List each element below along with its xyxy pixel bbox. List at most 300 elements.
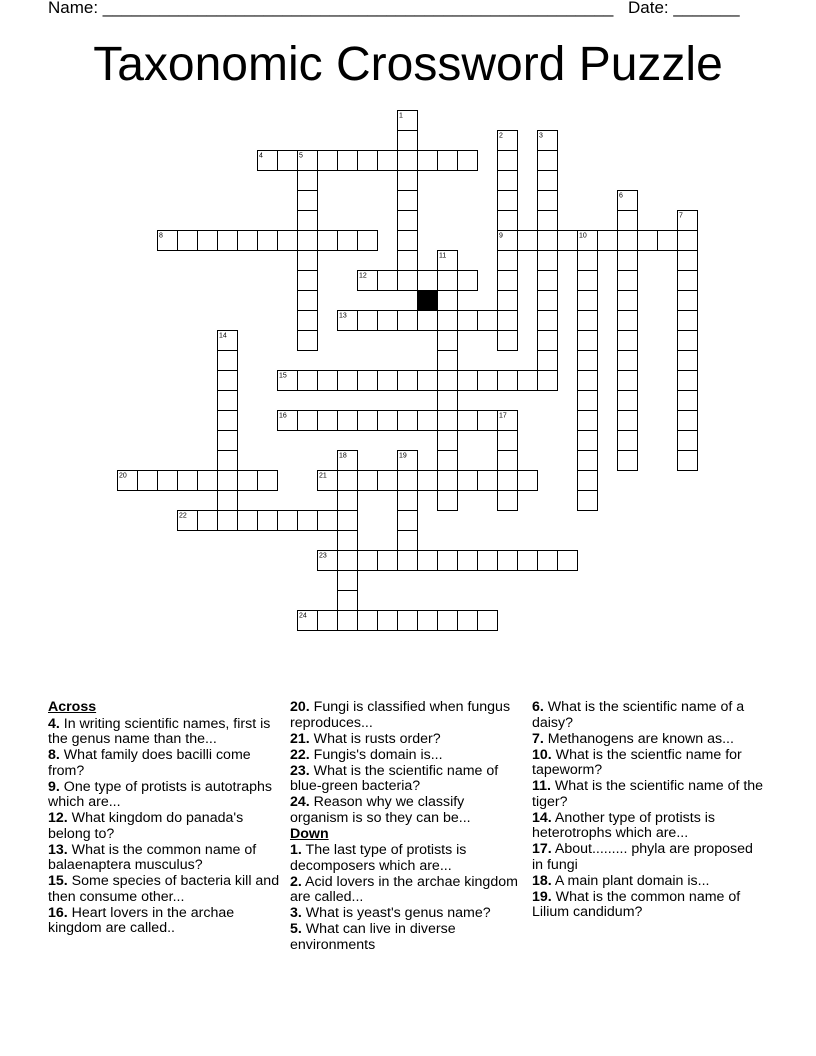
grid-cell[interactable]: [438, 491, 458, 511]
grid-cell[interactable]: [358, 311, 378, 331]
grid-cell[interactable]: [138, 471, 158, 491]
clue-item: [290, 700, 522, 731]
grid-cell[interactable]: [358, 231, 378, 251]
grid-cell[interactable]: [498, 251, 518, 271]
grid-cell[interactable]: [458, 151, 478, 171]
grid-cell[interactable]: [338, 411, 358, 431]
grid-cell[interactable]: [398, 451, 418, 471]
grid-cell[interactable]: [658, 231, 678, 251]
grid-cell[interactable]: [278, 151, 298, 171]
grid-cell[interactable]: [198, 471, 218, 491]
grid-cell[interactable]: [298, 151, 318, 171]
grid-cell[interactable]: [558, 551, 578, 571]
grid-cell[interactable]: [498, 431, 518, 451]
grid-cell[interactable]: [678, 451, 698, 471]
clue-item: [290, 875, 522, 906]
grid-cell[interactable]: [438, 471, 458, 491]
page-title: Taxonomic Crossword Puzzle: [93, 38, 723, 91]
grid-cell[interactable]: [338, 571, 358, 591]
grid-cell[interactable]: [438, 391, 458, 411]
grid-cell[interactable]: [438, 291, 458, 311]
grid-cell[interactable]: [378, 271, 398, 291]
grid-cell[interactable]: [378, 311, 398, 331]
clue-text: The last type of protists is decomposers which are...: [290, 842, 467, 874]
grid-cell[interactable]: [298, 211, 318, 231]
grid-cell[interactable]: [298, 251, 318, 271]
grid-cell[interactable]: [598, 231, 618, 251]
grid-cell[interactable]: [518, 231, 538, 251]
grid-cell[interactable]: [418, 611, 438, 631]
grid-cell[interactable]: [358, 611, 378, 631]
grid-cell[interactable]: [218, 431, 238, 451]
clue-item: [48, 717, 280, 748]
grid-cell[interactable]: [318, 151, 338, 171]
grid-cell[interactable]: [478, 371, 498, 391]
cell-number: 23: [319, 552, 327, 560]
grid-cell[interactable]: [618, 391, 638, 411]
clue-number: 9.: [48, 778, 60, 795]
grid-cell[interactable]: [458, 311, 478, 331]
grid-cell[interactable]: [418, 311, 438, 331]
grid-cell[interactable]: [378, 611, 398, 631]
grid-cell[interactable]: [318, 511, 338, 531]
grid-cell[interactable]: [498, 191, 518, 211]
grid-cell[interactable]: [178, 471, 198, 491]
grid-cell[interactable]: [118, 471, 138, 491]
grid-cell[interactable]: [498, 211, 518, 231]
cell-number: 1: [399, 112, 403, 120]
grid-cell[interactable]: [398, 611, 418, 631]
clue-item: [48, 843, 280, 874]
grid-cell[interactable]: [378, 371, 398, 391]
grid-cell[interactable]: [438, 351, 458, 371]
grid-cell[interactable]: [238, 471, 258, 491]
clue-number: 2.: [290, 873, 302, 890]
grid-cell[interactable]: [498, 411, 518, 431]
grid-cell[interactable]: [398, 191, 418, 211]
grid-cell[interactable]: [518, 471, 538, 491]
grid-cell[interactable]: [498, 311, 518, 331]
clue-item: [290, 732, 522, 748]
grid-cell[interactable]: [678, 371, 698, 391]
grid-cell[interactable]: [478, 311, 498, 331]
grid-cell[interactable]: [538, 191, 558, 211]
grid-cell[interactable]: [398, 251, 418, 271]
grid-cell[interactable]: [338, 311, 358, 331]
clue-item: [48, 780, 280, 811]
grid-cell[interactable]: [398, 211, 418, 231]
grid-cell[interactable]: [678, 251, 698, 271]
clue-column-1: [48, 700, 280, 937]
grid-cell[interactable]: [558, 231, 578, 251]
grid-cell[interactable]: [498, 551, 518, 571]
grid-cell[interactable]: [498, 331, 518, 351]
grid-cell[interactable]: [458, 551, 478, 571]
grid-cell[interactable]: [578, 351, 598, 371]
grid-cell[interactable]: [158, 471, 178, 491]
grid-cell[interactable]: [538, 291, 558, 311]
clue-number: 15.: [48, 873, 68, 889]
grid-cell[interactable]: [338, 371, 358, 391]
grid-cell[interactable]: [438, 451, 458, 471]
grid-cell[interactable]: [678, 211, 698, 231]
clue-text: What is the scientfic name for tapeworm?: [532, 746, 742, 778]
cell-number: 10: [579, 232, 587, 240]
grid-cell[interactable]: [458, 271, 478, 291]
grid-cell[interactable]: [298, 611, 318, 631]
grid-cell[interactable]: [618, 311, 638, 331]
grid-cell[interactable]: [338, 451, 358, 471]
clue-number: 7.: [532, 730, 544, 747]
grid-cell[interactable]: [398, 171, 418, 191]
grid-cell[interactable]: [458, 371, 478, 391]
grid-cell[interactable]: [578, 271, 598, 291]
clue-number: 22.: [290, 746, 310, 763]
grid-cell[interactable]: [378, 471, 398, 491]
grid-cell[interactable]: [498, 471, 518, 491]
cell-number: 18: [339, 452, 347, 460]
grid-cell[interactable]: [298, 311, 318, 331]
clue-number: 6.: [532, 699, 544, 715]
grid-cell[interactable]: [238, 231, 258, 251]
grid-cell[interactable]: [398, 271, 418, 291]
clue-item: [532, 890, 764, 921]
grid-cell[interactable]: [338, 231, 358, 251]
grid-cell[interactable]: [678, 331, 698, 351]
clue-number: 23.: [290, 762, 310, 779]
grid-cell[interactable]: [678, 311, 698, 331]
grid-cell[interactable]: [518, 551, 538, 571]
grid-cell[interactable]: [198, 231, 218, 251]
grid-cell[interactable]: [378, 411, 398, 431]
grid-cell[interactable]: [678, 291, 698, 311]
grid-cell[interactable]: [318, 371, 338, 391]
grid-cell[interactable]: [538, 551, 558, 571]
grid-cell[interactable]: [398, 371, 418, 391]
grid-cell[interactable]: [518, 371, 538, 391]
clue-number: 24.: [290, 794, 310, 810]
grid-cell[interactable]: [678, 231, 698, 251]
clue-item: [532, 874, 764, 890]
grid-cell[interactable]: [638, 231, 658, 251]
grid-cell[interactable]: [378, 551, 398, 571]
clue-number: 1.: [290, 842, 302, 858]
header: [48, 0, 748, 20]
grid-cell[interactable]: [278, 231, 298, 251]
grid-cell[interactable]: [318, 471, 338, 491]
grid-cell[interactable]: [438, 611, 458, 631]
grid-cell[interactable]: [618, 271, 638, 291]
grid-cell[interactable]: [538, 151, 558, 171]
grid-cell[interactable]: [418, 471, 438, 491]
grid-cell[interactable]: [578, 331, 598, 351]
grid-cell[interactable]: [618, 231, 638, 251]
clue-text: Fungi is classified when fungus reproduces...: [290, 699, 511, 731]
clue-item: [290, 922, 522, 953]
grid-cell[interactable]: [618, 431, 638, 451]
grid-cell[interactable]: [618, 211, 638, 231]
grid-cell[interactable]: [578, 471, 598, 491]
grid-cell[interactable]: [578, 411, 598, 431]
grid-cell[interactable]: [358, 551, 378, 571]
grid-cell[interactable]: [418, 371, 438, 391]
clue-text: Some species of bacteria kill and then consume other...: [48, 873, 280, 905]
grid-cell[interactable]: [438, 331, 458, 351]
clue-number: 8.: [48, 747, 60, 763]
grid-cell[interactable]: [218, 471, 238, 491]
grid-cell[interactable]: [618, 191, 638, 211]
clue-number: 14.: [532, 809, 552, 826]
grid-cell[interactable]: [258, 471, 278, 491]
grid-cell[interactable]: [538, 171, 558, 191]
grid-cell[interactable]: [578, 431, 598, 451]
cell-number: 16: [279, 412, 287, 420]
grid-cell[interactable]: [498, 291, 518, 311]
clue-item: [532, 732, 764, 748]
grid-cell[interactable]: [578, 251, 598, 271]
grid-cell[interactable]: [458, 611, 478, 631]
grid-cell[interactable]: [578, 231, 598, 251]
grid-cell[interactable]: [338, 531, 358, 551]
grid-cell[interactable]: [358, 471, 378, 491]
grid-cell[interactable]: [398, 551, 418, 571]
grid-cell[interactable]: [218, 451, 238, 471]
grid-cell[interactable]: [178, 231, 198, 251]
clue-text: What is the scientific name of the tiger?: [532, 778, 764, 810]
clue-number: 11.: [532, 778, 551, 794]
grid-cell[interactable]: [538, 371, 558, 391]
grid-cell[interactable]: [678, 411, 698, 431]
grid-cell[interactable]: [398, 411, 418, 431]
grid-cell[interactable]: [278, 371, 298, 391]
grid-cell[interactable]: [678, 351, 698, 371]
clue-number: 21.: [290, 730, 310, 747]
clue-text: What is the scientific name of a daisy?: [532, 699, 745, 731]
grid-cell[interactable]: [478, 411, 498, 431]
clue-column-3: [532, 700, 764, 921]
grid-cell[interactable]: [418, 411, 438, 431]
clue-text: What is the common name of Lilium candidum?: [532, 888, 741, 920]
clue-item: [290, 748, 522, 764]
grid-cell[interactable]: [618, 251, 638, 271]
grid-cell[interactable]: [438, 271, 458, 291]
grid-cell[interactable]: [218, 511, 238, 531]
grid-cell[interactable]: [298, 231, 318, 251]
grid-cell[interactable]: [418, 151, 438, 171]
grid-cell[interactable]: [538, 211, 558, 231]
grid-cell[interactable]: [438, 431, 458, 451]
grid-cell[interactable]: [538, 331, 558, 351]
grid-cell[interactable]: [458, 471, 478, 491]
name-field[interactable]: Name: ______________________________________________________: [48, 0, 614, 17]
grid-cell[interactable]: [398, 231, 418, 251]
grid-cell[interactable]: [298, 171, 318, 191]
grid-cell[interactable]: [498, 131, 518, 151]
clue-number: 18.: [532, 872, 552, 889]
grid-cell[interactable]: [438, 371, 458, 391]
grid-cell[interactable]: [398, 531, 418, 551]
grid-cell[interactable]: [478, 471, 498, 491]
clue-item: [532, 779, 764, 810]
grid-cell[interactable]: [258, 151, 278, 171]
clue-item: [532, 700, 764, 731]
grid-cell[interactable]: [298, 511, 318, 531]
grid-cell[interactable]: [398, 111, 418, 131]
grid-cell[interactable]: [578, 311, 598, 331]
cell-number: 7: [679, 212, 683, 220]
grid-cell[interactable]: [338, 491, 358, 511]
grid-cell[interactable]: [438, 151, 458, 171]
grid-cell[interactable]: [338, 151, 358, 171]
grid-cell[interactable]: [278, 511, 298, 531]
grid-cell[interactable]: [478, 611, 498, 631]
grid-cell[interactable]: [318, 611, 338, 631]
clue-number: 4.: [48, 715, 60, 732]
cell-number: 2: [499, 132, 503, 140]
grid-cell[interactable]: [678, 271, 698, 291]
grid-cell[interactable]: [618, 351, 638, 371]
grid-cell[interactable]: [418, 551, 438, 571]
grid-cell[interactable]: [538, 271, 558, 291]
grid-cell[interactable]: [538, 351, 558, 371]
grid-cell[interactable]: [578, 391, 598, 411]
grid-cell[interactable]: [578, 291, 598, 311]
grid-cell[interactable]: [338, 611, 358, 631]
grid-cell[interactable]: [338, 511, 358, 531]
grid-cell[interactable]: [338, 471, 358, 491]
clue-item: [532, 748, 764, 779]
grid-cell[interactable]: [398, 311, 418, 331]
clue-item: [532, 811, 764, 842]
grid-cell[interactable]: [498, 231, 518, 251]
grid-cell[interactable]: [498, 151, 518, 171]
clue-number: 13.: [48, 841, 68, 858]
clue-item: [48, 811, 280, 842]
grid-cell[interactable]: [498, 451, 518, 471]
grid-cell[interactable]: [618, 411, 638, 431]
grid-cell[interactable]: [298, 271, 318, 291]
grid-cell[interactable]: [438, 551, 458, 571]
clue-text: What is rusts order?: [309, 730, 441, 747]
grid-cell[interactable]: [178, 511, 198, 531]
grid-cell[interactable]: [378, 151, 398, 171]
grid-cell[interactable]: [498, 371, 518, 391]
grid-cell[interactable]: [158, 231, 178, 251]
grid-cell[interactable]: [618, 371, 638, 391]
grid-cell[interactable]: [398, 471, 418, 491]
grid-cell[interactable]: [498, 171, 518, 191]
grid-cell[interactable]: [438, 251, 458, 271]
clue-text: What is yeast's genus name?: [301, 905, 491, 921]
grid-cell[interactable]: [238, 511, 258, 531]
clue-item: [290, 795, 522, 826]
grid-cell[interactable]: [298, 371, 318, 391]
grid-cell[interactable]: [218, 231, 238, 251]
grid-cell[interactable]: [618, 451, 638, 471]
grid-cell[interactable]: [258, 511, 278, 531]
cell-number: 5: [299, 152, 303, 160]
grid-cell[interactable]: [538, 251, 558, 271]
grid-cell[interactable]: [218, 491, 238, 511]
grid-cell[interactable]: [358, 151, 378, 171]
clue-number: 10.: [532, 746, 552, 763]
grid-cell[interactable]: [678, 431, 698, 451]
grid-cell[interactable]: [218, 411, 238, 431]
clue-text: What kingdom do panada's belong to?: [48, 810, 244, 842]
cell-number: 4: [259, 152, 263, 160]
grid-cell[interactable]: [358, 411, 378, 431]
date-field[interactable]: Date: _______: [628, 0, 740, 17]
clue-number: 3.: [290, 905, 302, 921]
grid-cell[interactable]: [538, 131, 558, 151]
cell-number: 6: [619, 192, 623, 200]
clue-text: Reason why we classify organism is so they can be...: [290, 794, 471, 826]
grid-cell[interactable]: [438, 411, 458, 431]
grid-cell[interactable]: [678, 391, 698, 411]
clue-item: [48, 874, 280, 905]
grid-cell[interactable]: [478, 551, 498, 571]
clue-number: 5.: [290, 921, 302, 937]
grid-cell[interactable]: [578, 491, 598, 511]
clue-text: What can live in diverse environments: [290, 921, 456, 953]
clue-item: [48, 748, 280, 779]
grid-cell[interactable]: [218, 391, 238, 411]
clue-text: Another type of protists is heterotrophs which are...: [532, 809, 715, 841]
grid-cell[interactable]: [398, 491, 418, 511]
grid-cell[interactable]: [318, 231, 338, 251]
grid-cell[interactable]: [538, 311, 558, 331]
grid-cell[interactable]: [218, 351, 238, 371]
grid-cell[interactable]: [318, 551, 338, 571]
cell-number: 22: [179, 512, 187, 520]
grid-cell[interactable]: [418, 271, 438, 291]
grid-cell[interactable]: [198, 511, 218, 531]
grid-cell[interactable]: [578, 371, 598, 391]
grid-cell[interactable]: [458, 411, 478, 431]
grid-cell[interactable]: [578, 451, 598, 471]
clue-text: Fungis's domain is...: [309, 746, 443, 763]
clue-text: A main plant domain is...: [551, 872, 710, 889]
cell-number: 21: [319, 472, 327, 480]
grid-cell[interactable]: [498, 271, 518, 291]
grid-cell[interactable]: [398, 511, 418, 531]
cell-number: 3: [539, 132, 543, 140]
cell-number: 12: [359, 272, 367, 280]
grid-cell[interactable]: [298, 411, 318, 431]
clue-item: [290, 906, 522, 922]
grid-cell[interactable]: [358, 271, 378, 291]
grid-cell[interactable]: [498, 491, 518, 511]
grid-cell[interactable]: [318, 411, 338, 431]
grid-cell[interactable]: [538, 231, 558, 251]
grid-cell[interactable]: [618, 291, 638, 311]
grid-cell[interactable]: [218, 331, 238, 351]
grid-cell[interactable]: [298, 331, 318, 351]
grid-cell[interactable]: [258, 231, 278, 251]
grid-cell[interactable]: [278, 411, 298, 431]
grid-cell[interactable]: [338, 591, 358, 611]
grid-cell[interactable]: [298, 191, 318, 211]
grid-cell[interactable]: [338, 551, 358, 571]
grid-cell[interactable]: [438, 311, 458, 331]
grid-cell[interactable]: [398, 151, 418, 171]
grid-cell[interactable]: [398, 131, 418, 151]
clue-item: [48, 906, 280, 937]
grid-cell[interactable]: [298, 291, 318, 311]
grid-cell[interactable]: [618, 331, 638, 351]
grid-cell[interactable]: [218, 371, 238, 391]
grid-cell[interactable]: [358, 371, 378, 391]
